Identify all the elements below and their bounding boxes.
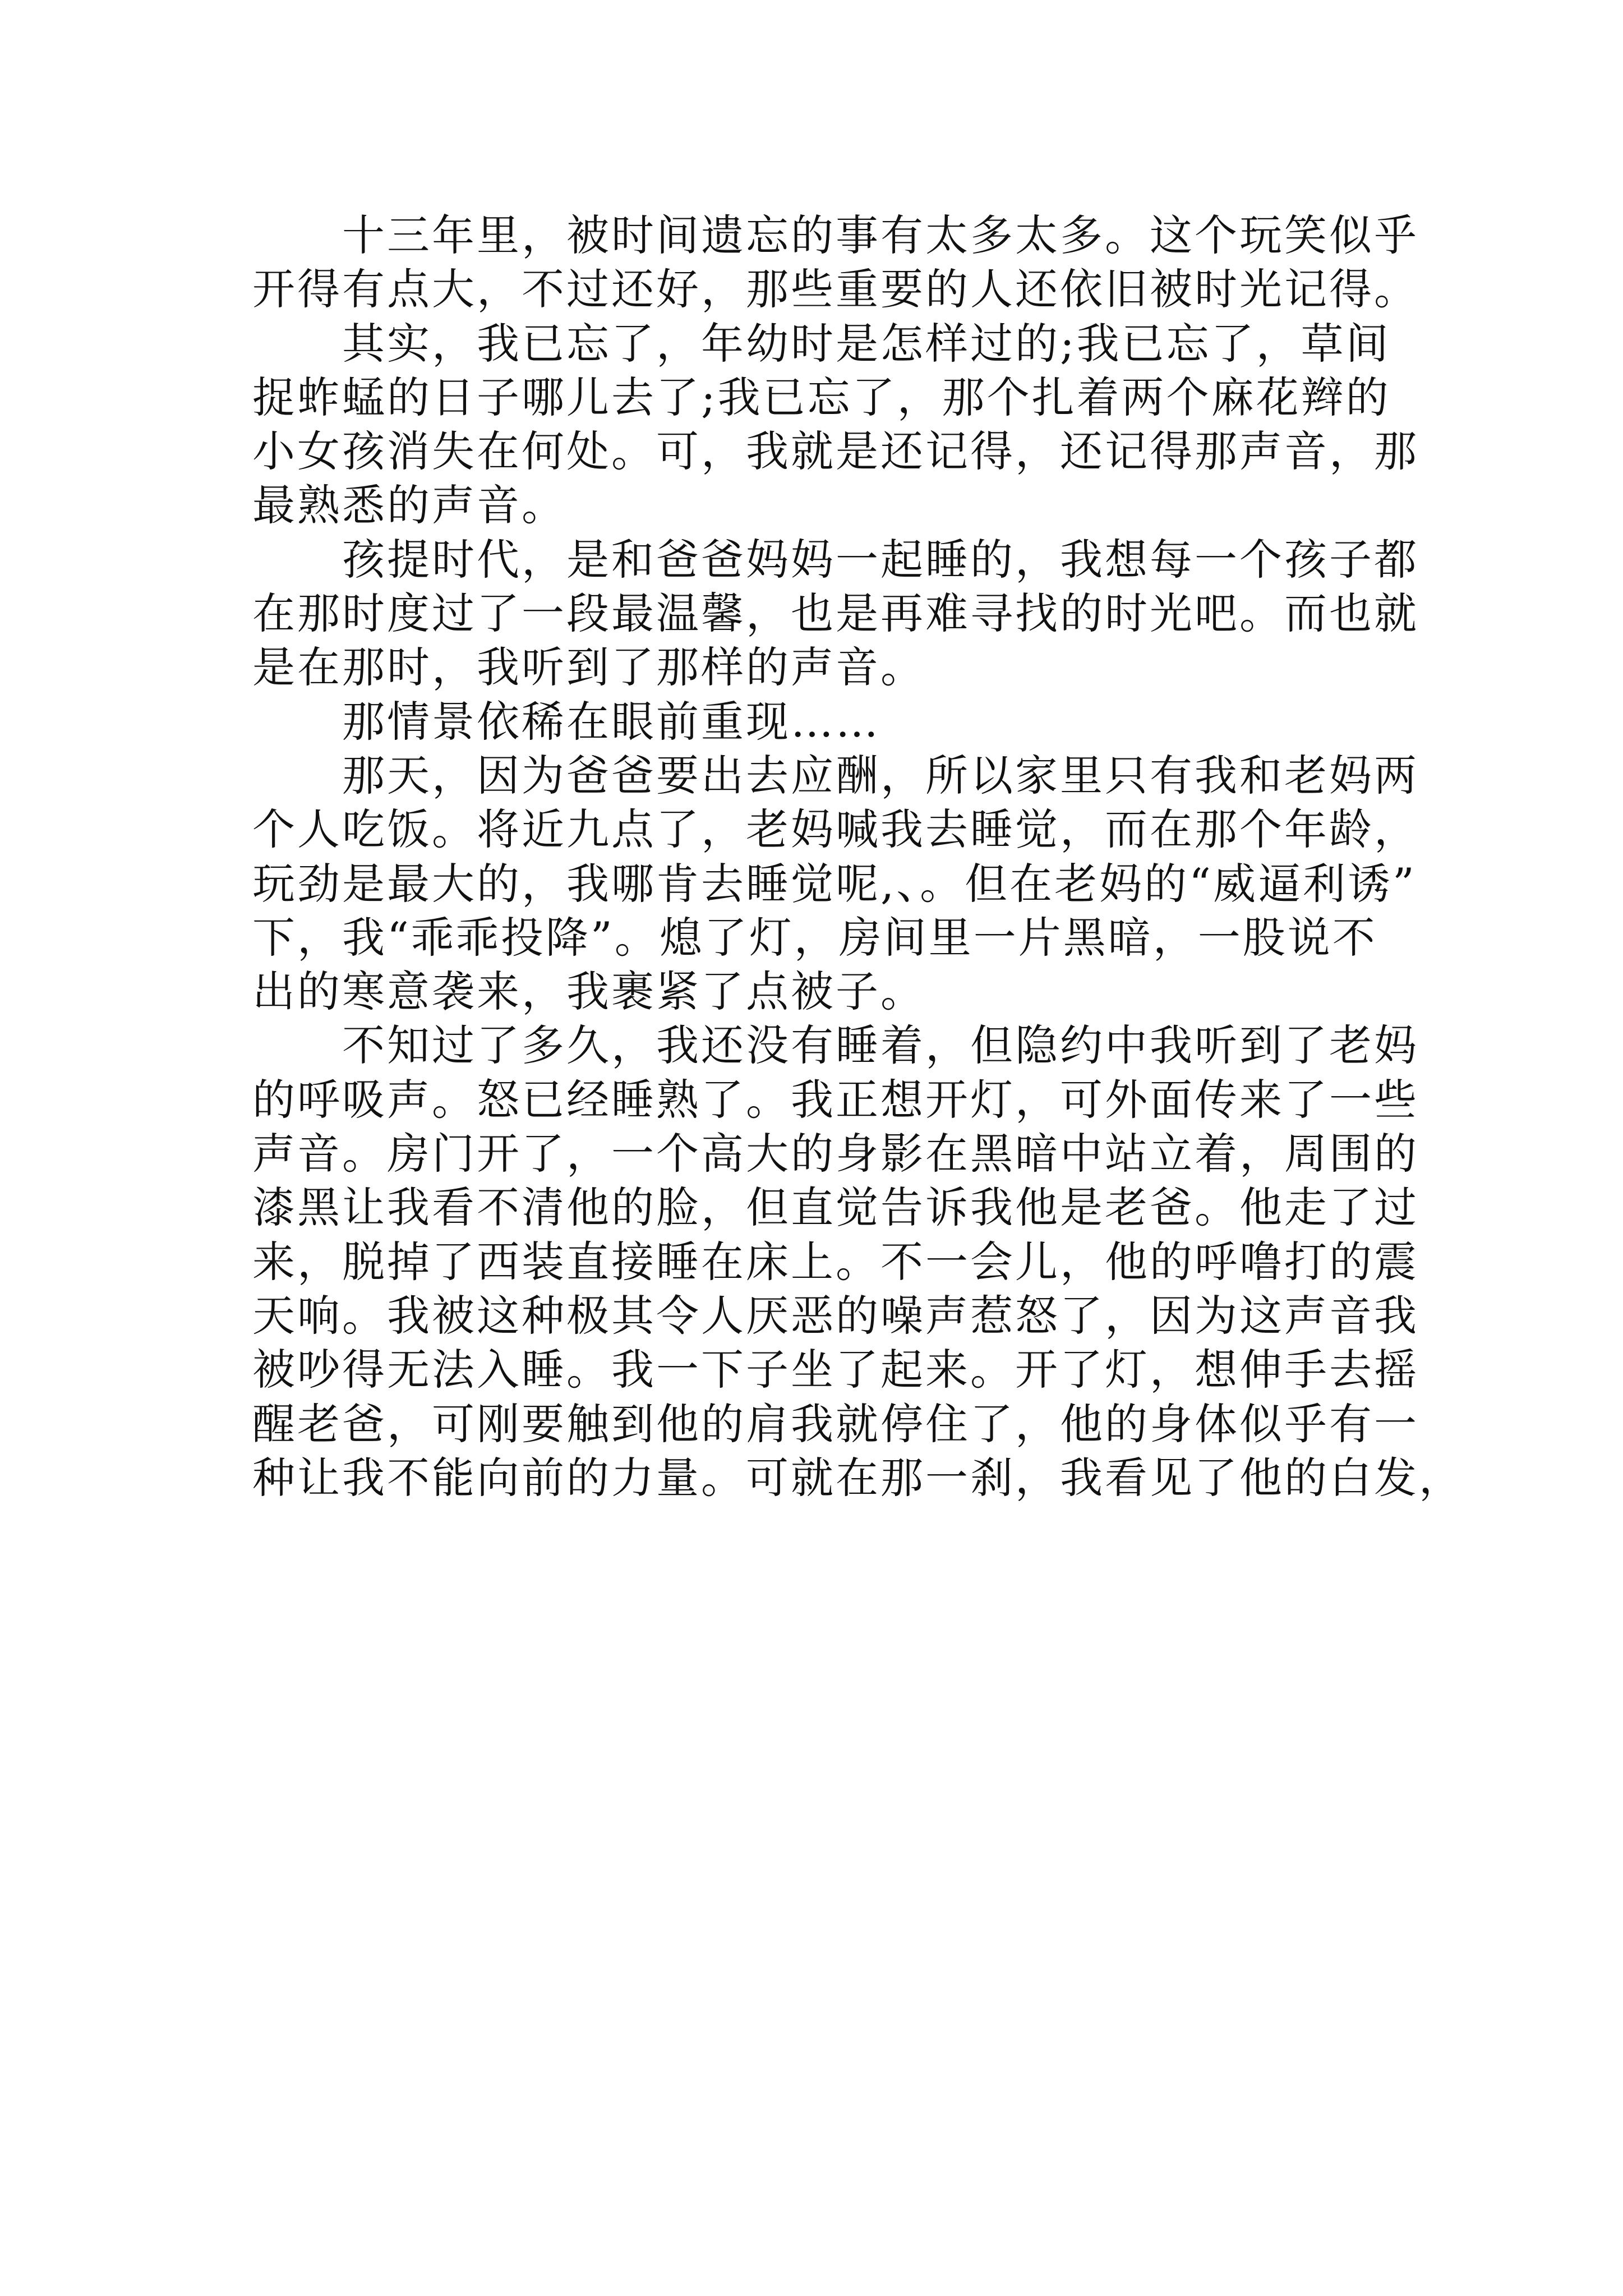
text-line: 不知过了多久，我还没有睡着，但隐约中我听到了老妈	[252, 1020, 1419, 1071]
text-line: 小女孩消失在何处。可，我就是还记得，还记得那声音，那	[252, 426, 1419, 477]
document-body	[252, 209, 1464, 1505]
text-line: 玩劲是最大的，我哪肯去睡觉呢,、。但在老妈的“威逼利诱”	[252, 858, 1417, 909]
text-line: 在那时度过了一段最温馨，也是再难寻找的时光吧。而也就	[252, 588, 1419, 639]
text-line: 开得有点大，不过还好，那些重要的人还依旧被时光记得。	[252, 264, 1419, 315]
text-line: 出的寒意袭来，我裹紧了点被子。	[252, 967, 925, 1017]
text-line: 醒老爸，可刚要触到他的肩我就停住了，他的身体似乎有一	[252, 1398, 1419, 1449]
text-line: 来，脱掉了西装直接睡在床上。不一会儿，他的呼噜打的震	[252, 1236, 1419, 1287]
text-line: 声音。房门开了，一个高大的身影在黑暗中站立着，周围的	[252, 1129, 1419, 1179]
text-line: 捉蚱蜢的日子哪儿去了;我已忘了，那个扎着两个麻花辫的	[252, 372, 1391, 422]
text-line: 那情景依稀在眼前重现……	[252, 696, 880, 747]
text-line: 十三年里，被时间遗忘的事有太多太多。这个玩笑似乎	[252, 210, 1419, 260]
text-line: 被吵得无法入睡。我一下子坐了起来。开了灯，想伸手去摇	[252, 1345, 1419, 1395]
text-line: 种让我不能向前的力量。可就在那一刹，我看见了他的白发，	[252, 1452, 1464, 1503]
text-line: 的呼吸声。怒已经睡熟了。我正想开灯，可外面传来了一些	[252, 1074, 1419, 1125]
text-line: 那天，因为爸爸要出去应酬，所以家里只有我和老妈两	[252, 750, 1419, 800]
text-line: 个人吃饭。将近九点了，老妈喊我去睡觉，而在那个年龄，	[252, 804, 1419, 855]
text-line: 漆黑让我看不清他的脸，但直觉告诉我他是老爸。他走了过	[252, 1182, 1419, 1233]
text-line: 最熟悉的声音。	[252, 480, 566, 531]
text-line: 下，我“乖乖投降”。熄了灯，房间里一片黑暗，一股说不	[252, 912, 1377, 963]
text-line: 是在那时，我听到了那样的声音。	[252, 642, 925, 693]
text-line: 其实，我已忘了，年幼时是怎样过的;我已忘了，草间	[252, 318, 1391, 369]
text-line: 天响。我被这种极其令人厌恶的噪声惹怒了，因为这声音我	[252, 1290, 1419, 1341]
text-line: 孩提时代，是和爸爸妈妈一起睡的，我想每一个孩子都	[252, 534, 1419, 585]
